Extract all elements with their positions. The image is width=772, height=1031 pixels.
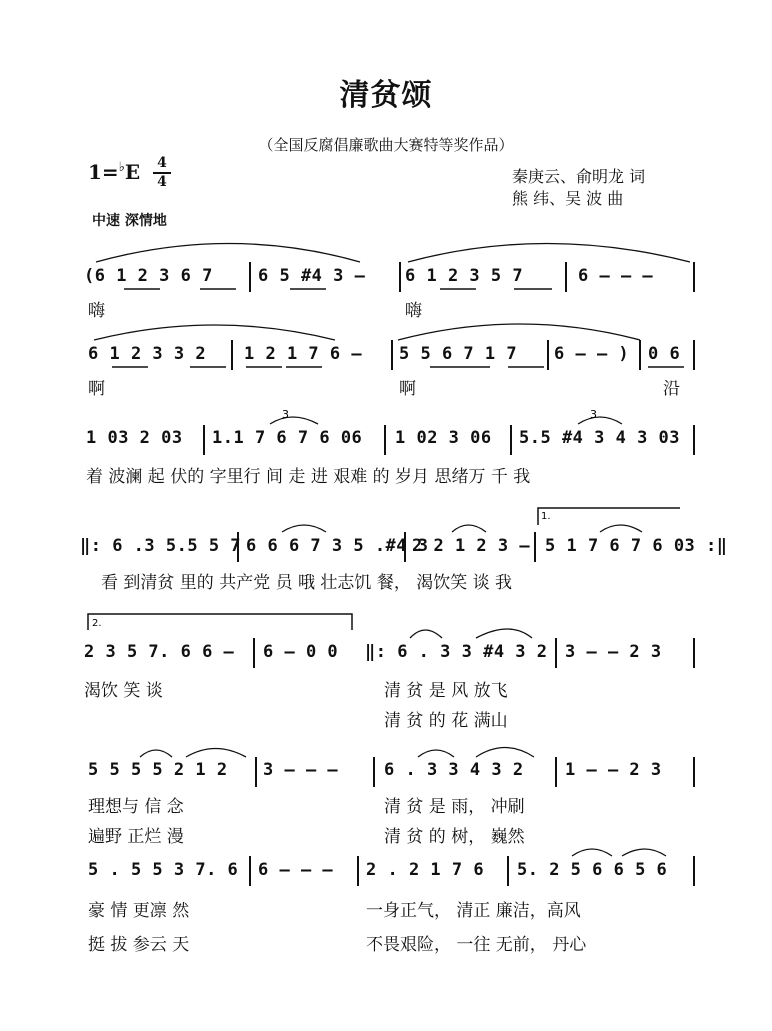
lyric-text: 啊	[88, 379, 105, 399]
time-signature-top: 4	[157, 155, 167, 171]
slur	[398, 324, 640, 340]
lyric-text: 清 贫 是 风 放飞	[384, 681, 508, 701]
lyric-text: 啊	[399, 379, 416, 399]
notation-measure: 5 5 6 7 1 7	[399, 344, 518, 364]
notation-measure: 6 1 2 3 3 2	[88, 344, 207, 364]
lyric-text: 豪 情 更凛 然	[88, 901, 190, 921]
lyric-text: 遍野 正烂 漫	[88, 827, 184, 847]
slur	[418, 750, 454, 757]
composer-credit: 熊 纬、吴 波 曲	[512, 189, 624, 208]
notation-measure: 1.1 7 6 7 6 06	[212, 428, 363, 448]
song-title: 清贫颂	[339, 78, 433, 113]
lyric-text: 清 贫 是 雨， 冲刷	[384, 797, 525, 817]
notation-measure: 5.5 #4 3 4 3 03	[519, 428, 681, 448]
lyric-text: 清 贫 的 花 满山	[384, 711, 508, 731]
notation-measure: 6 . 3 3 4 3 2	[384, 760, 524, 780]
notation-measure: ‖: 6 . 3 3 #4 3 2	[365, 642, 548, 662]
lyric-text: 渴饮 笑 谈	[84, 681, 163, 701]
lyric-text: 沿	[663, 379, 680, 399]
volta-first-bracket	[538, 508, 680, 525]
lyricist-credit: 秦庚云、俞明龙 词	[512, 167, 646, 186]
slur	[622, 849, 666, 856]
notation-measure: 0 6	[648, 344, 681, 364]
slurs	[94, 244, 690, 857]
notation-measure: 6 – – –	[258, 860, 334, 880]
volta-first-label: 1.	[541, 511, 551, 522]
notation-measure: 2 3 5 7. 6 6 –	[84, 642, 235, 662]
lyric-text: 理想与 信 念	[88, 797, 184, 817]
volta-brackets	[88, 508, 680, 630]
lyric-text: 挺 拔 参云 天	[88, 935, 190, 955]
slur	[282, 525, 326, 532]
slur	[96, 244, 360, 263]
notation-measure: 2 . 2 1 7 6	[366, 860, 485, 880]
slur	[94, 325, 335, 340]
notation-measure: 6 – 0 0	[263, 642, 339, 662]
slur	[408, 244, 690, 263]
notation-measure: 5 5 5 5 2 1 2	[88, 760, 228, 780]
key-note: E	[124, 160, 141, 184]
lyric-text: 嗨	[88, 301, 105, 321]
notation-measure: 1 02 3 06	[395, 428, 492, 448]
slur	[410, 630, 442, 638]
slur	[140, 750, 172, 757]
key-prefix: 1=	[88, 160, 119, 184]
slur	[572, 849, 612, 856]
notation-measure: 1 2 1 7 6 –	[244, 344, 363, 364]
lyric-text: 不畏艰险， 一往 无前， 丹心	[366, 935, 587, 955]
slur	[600, 525, 642, 532]
tempo-marking: 中速 深情地	[92, 213, 167, 229]
notation-measure: 6 – – )	[554, 344, 630, 364]
notation-measure: 6 5 #4 3 –	[258, 266, 366, 286]
slur	[476, 748, 534, 758]
notation-measure: 3 – – –	[263, 760, 339, 780]
notation-measure: ‖: 6 .3 5.5 5 7	[80, 536, 242, 556]
lyric-text: 一身正气， 清正 廉洁，高风	[366, 901, 581, 921]
song-subtitle: （全国反腐倡廉歌曲大赛特等奖作品）	[258, 136, 514, 154]
triplet-mark: 3	[282, 408, 289, 421]
lyric-text: 看 到清贫 里的 共产党 员 哦 壮志饥 餐， 渴饮笑 谈 我	[101, 573, 513, 593]
notation-measure: 5 . 5 5 3 7. 6	[88, 860, 239, 880]
lyric-text: 嗨	[405, 301, 422, 321]
slur	[578, 417, 622, 424]
notation-measure: (6 1 2 3 6 7	[84, 266, 213, 286]
time-signature-bottom: 4	[157, 174, 167, 190]
notation-measure: 5. 2 5 6 6 5 6	[517, 860, 668, 880]
notation-measure: 5 1 7 6 7 6 03 :‖	[545, 536, 728, 556]
notation-measure: 3 – – 2 3	[565, 642, 662, 662]
notation-measure: 6 – – –	[578, 266, 654, 286]
slur	[452, 525, 486, 532]
flat-symbol: ♭	[118, 160, 125, 175]
bar-lines	[204, 262, 694, 886]
slur	[270, 417, 318, 424]
lyric-text: 着 波澜 起 伏的 字里行 间 走 进 艰难 的 岁月 思绪万 千 我	[86, 467, 531, 487]
notation-measure: 1 – – 2 3	[565, 760, 662, 780]
volta-second-label: 2.	[92, 618, 102, 629]
slur	[186, 749, 246, 758]
beams	[112, 289, 684, 367]
notation-measure: 2 2 1 2 3 –	[412, 536, 531, 556]
triplet-mark: 3	[590, 408, 597, 421]
notation-measure: 6 1 2 3 5 7	[405, 266, 524, 286]
notation-measure: 1 03 2 03	[86, 428, 183, 448]
notation-measure: 6 6 6 7 3 5 .#4 3	[246, 536, 429, 556]
volta-second-bracket	[88, 614, 352, 630]
slur	[476, 629, 532, 638]
lyric-text: 清 贫 的 树， 巍然	[384, 827, 525, 847]
